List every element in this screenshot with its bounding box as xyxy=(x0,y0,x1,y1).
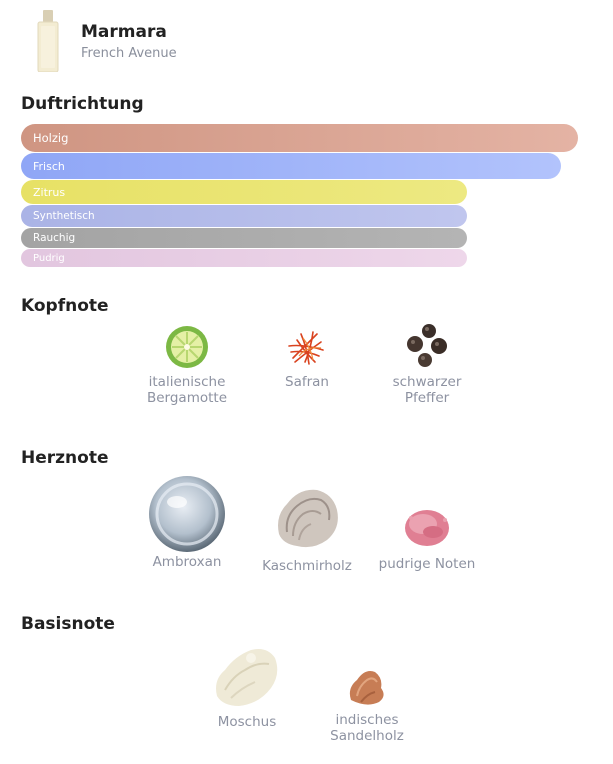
accord-label: Frisch xyxy=(33,159,65,173)
note-item-saffron[interactable] xyxy=(252,322,362,390)
note-item-musk[interactable] xyxy=(192,640,302,730)
accord-label: Synthetisch xyxy=(33,210,95,222)
cashmere-wood-icon xyxy=(271,484,343,554)
sandalwood-icon xyxy=(343,664,391,708)
accord-label: Pudrig xyxy=(33,252,65,264)
note-label: Ambroxan xyxy=(152,554,222,570)
perfume-header xyxy=(0,0,613,80)
accord-bar-zitrus xyxy=(21,180,467,204)
note-label: Kaschmirholz xyxy=(262,558,352,574)
musk-icon xyxy=(211,640,283,710)
note-label: indisches Sandelholz xyxy=(330,712,404,744)
note-item-ambroxan[interactable] xyxy=(132,474,242,570)
section-title-basisnote: Basisnote xyxy=(21,614,115,634)
note-label: pudrige Noten xyxy=(378,556,476,572)
black-pepper-icon xyxy=(403,322,451,370)
note-item-sandalwood[interactable] xyxy=(312,664,422,744)
note-label: Moschus xyxy=(217,714,277,730)
bergamot-icon xyxy=(163,322,211,370)
note-label: schwarzer Pfeffer xyxy=(392,374,462,406)
accord-label: Zitrus xyxy=(33,185,66,199)
ambroxan-icon xyxy=(147,474,227,554)
section-title-herznote: Herznote xyxy=(21,448,109,468)
accord-bar-frisch xyxy=(21,153,561,179)
note-item-cashmere-wood[interactable] xyxy=(252,484,362,574)
section-title-kopfnote: Kopfnote xyxy=(21,296,109,316)
accord-bar-holzig xyxy=(21,124,578,152)
perfume-bottle-icon xyxy=(36,10,60,72)
note-label: italienische Bergamotte xyxy=(146,374,228,406)
note-label: Safran xyxy=(285,374,329,390)
perfume-name: Marmara xyxy=(81,22,167,42)
accord-bar-pudrig xyxy=(21,249,467,267)
perfume-brand[interactable]: French Avenue xyxy=(81,46,177,61)
note-item-powder[interactable] xyxy=(372,500,482,572)
section-title-duftrichtung: Duftrichtung xyxy=(21,94,144,114)
accord-bar-synthetisch xyxy=(21,205,467,227)
powder-icon xyxy=(399,500,455,552)
accord-label: Holzig xyxy=(33,131,69,145)
note-item-bergamot[interactable] xyxy=(132,322,242,406)
saffron-icon xyxy=(283,322,331,370)
note-item-black-pepper[interactable] xyxy=(372,322,482,406)
accord-label: Rauchig xyxy=(33,232,76,244)
accord-bar-rauchig xyxy=(21,228,467,248)
